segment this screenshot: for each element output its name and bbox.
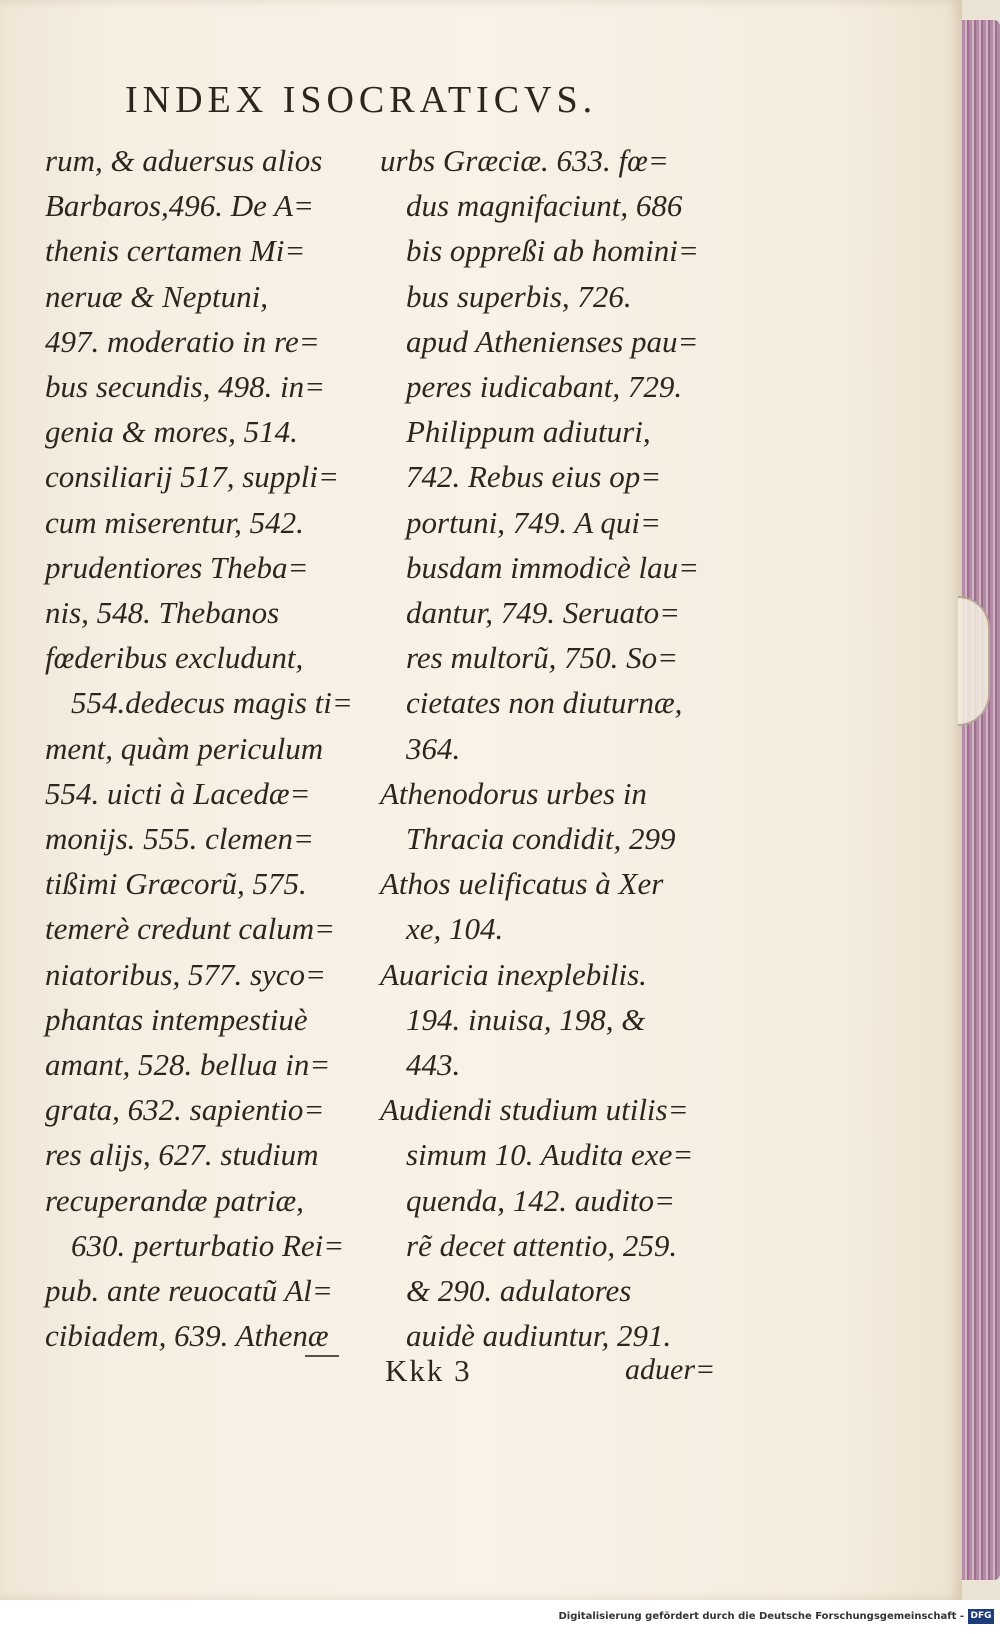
left-column-line: nis, 548. Thebanos <box>45 595 280 631</box>
right-column-line: 364. <box>406 730 461 766</box>
right-column-line: xe, 104. <box>406 911 504 947</box>
left-column-line: Barbaros,496. De A= <box>45 188 314 224</box>
right-column-line: & 290. adulatores <box>406 1273 632 1309</box>
dfg-logo: DFG <box>968 1609 994 1624</box>
left-column-line: 554. uicti à Lacedæ= <box>45 775 311 811</box>
right-column-line: quenda, 142. audito= <box>406 1182 675 1218</box>
left-column-line: bus secundis, 498. in= <box>45 369 326 405</box>
left-column-line: consiliarij 517, suppli= <box>45 459 339 495</box>
right-column-line: apud Athenienses pau= <box>406 323 699 359</box>
left-column-line: ment, quàm periculum <box>45 730 324 766</box>
left-column-line: monijs. 555. clemen= <box>45 821 314 857</box>
right-column-line: bus superbis, 726. <box>406 278 632 314</box>
right-column-line: Auaricia inexplebilis. <box>380 956 647 992</box>
footer-bar <box>0 1600 1000 1634</box>
left-column-line: niatoribus, 577. syco= <box>45 956 326 992</box>
left-column-line: res alijs, 627. studium <box>45 1137 319 1173</box>
left-column-line: grata, 632. sapientio= <box>45 1092 325 1128</box>
left-column-line: prudentiores Theba= <box>45 549 309 585</box>
right-column-line: simum 10. Audita exe= <box>406 1137 694 1173</box>
left-column-line: neruæ & Neptuni, <box>45 278 269 314</box>
left-column-line: temerè credunt calum= <box>45 911 336 947</box>
right-column-line: dus magnifaciunt, 686 <box>406 188 683 224</box>
signature-mark: Kkk 3 <box>385 1353 472 1388</box>
right-column-line: auidè audiuntur, 291. <box>406 1318 672 1354</box>
right-column-line: Thracia condidit, 299 <box>406 821 676 857</box>
left-column-line: genia & mores, 514. <box>45 414 298 450</box>
right-column-line: Audiendi studium utilis= <box>380 1092 689 1128</box>
page-edge <box>962 20 1000 1580</box>
right-column-line: 194. inuisa, 198, & <box>406 1001 646 1037</box>
left-column-line: thenis certamen Mi= <box>45 233 306 269</box>
right-column-line: dantur, 749. Seruato= <box>406 595 681 631</box>
right-column <box>380 138 710 1358</box>
left-column-line: 630. perturbatio Rei= <box>71 1227 345 1263</box>
right-column-line: peres iudicabant, 729. <box>406 369 683 405</box>
left-column-line: tißimi Græcorũ, 575. <box>45 866 307 902</box>
right-column-line: Philippum adiuturi, <box>406 414 651 450</box>
left-column <box>45 138 365 1358</box>
right-column-line: portuni, 749. A qui= <box>406 504 661 540</box>
column-end-rule <box>305 1355 339 1357</box>
left-column-line: fœderibus excludunt, <box>45 640 304 676</box>
left-column-line: rum, & aduersus alios <box>45 143 323 178</box>
left-column-line: cum miserentur, 542. <box>45 504 304 540</box>
right-column-line: 443. <box>406 1047 461 1083</box>
right-column-line: busdam immodicè lau= <box>406 549 700 585</box>
right-column-line: urbs Græciæ. 633. fœ= <box>380 143 669 178</box>
right-column-line: bis oppreßi ab homini= <box>406 233 699 269</box>
left-column-line: cibiadem, 639. Athenæ <box>45 1318 329 1354</box>
funding-notice: Digitalisierung gefördert durch die Deutsche Forschungsgemeinschaft - <box>558 1611 964 1622</box>
right-column-line: Athos uelificatus à Xer <box>380 866 664 902</box>
right-column-line: res multorũ, 750. So= <box>406 640 679 676</box>
running-head: INDEX ISOCRATICVS. <box>125 79 598 121</box>
catchword: aduer= <box>625 1353 716 1386</box>
left-column-line: pub. ante reuocatũ Al= <box>45 1273 333 1309</box>
right-column-line: rẽ decet attentio, 259. <box>406 1227 678 1263</box>
left-column-line: 554.dedecus magis ti= <box>71 685 353 721</box>
right-column-line: Athenodorus urbes in <box>380 775 647 811</box>
right-column-line: 742. Rebus eius op= <box>406 459 662 495</box>
left-column-line: 497. moderatio in re= <box>45 323 320 359</box>
right-column-line: cietates non diuturnæ, <box>406 685 683 721</box>
left-column-line: amant, 528. bellua in= <box>45 1047 331 1083</box>
left-column-line: recuperandæ patriæ, <box>45 1182 304 1218</box>
page-tab-marker <box>958 596 990 726</box>
left-column-line: phantas intempestiuè <box>45 1001 308 1037</box>
